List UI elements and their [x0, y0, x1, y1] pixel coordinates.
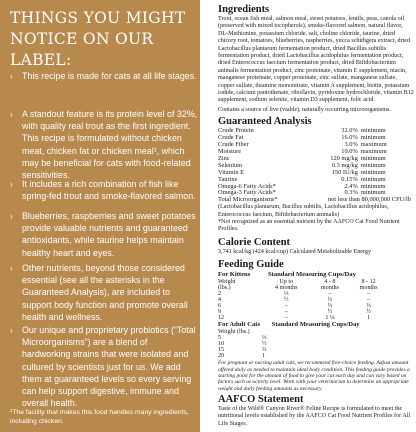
kitten-cups: – — [284, 309, 288, 316]
feeding-note: For pregnant or nursing adult cats, we recommend free-choice feeding. Adjust amount offered daily as needed to maintain ideal body condition. This feeding guide provides a starting point for the amount of food to give your cat each day and can vary based on factors such as activity level. Work with your veterinarian to determine an appropriate weight and daily feeding amounts as necessary. — [218, 360, 410, 392]
kitten-col-2-top: 4 - 8 — [324, 278, 336, 285]
analysis-unit: minimum — [360, 127, 386, 135]
analysis-nutrient: Crude Protein — [218, 127, 254, 135]
guaranteed-analysis-title: Guaranteed Analysis — [218, 116, 312, 128]
bullet-text: Other nutrients, beyond those considered essential (see all the asterisks in the Guaranteed Analysis), are included to support body function and promote overall health and wellness. — [22, 263, 188, 322]
adult-weight-label: Weight (lbs.) — [218, 328, 250, 335]
kitten-weight: 6 — [218, 303, 222, 310]
bullet-probiotics — [10, 324, 198, 409]
analysis-value: 16.0% — [341, 134, 358, 142]
kitten-weight: 9 — [218, 309, 222, 316]
kitten-col-1-top: Up to — [279, 278, 294, 285]
kitten-weight: 12 — [218, 315, 225, 322]
kitten-col-3-bottom: months — [359, 284, 378, 291]
nutrition-label — [218, 4, 414, 432]
ingredients-text: Trout, ocean fish meal, salmon meal, sweet potatoes, lentils, peas, canola oil (preserved with mixed tocopherols), smoke-flavored salmon, natural flavor, DL-Methionine, potassium chloride, salt, choline chloride, taurine, dried chicory root, tomatoes, blueberries, raspberries, yucca schidigera extract, dried Lactobacillus plantarum fermentation product, dried Bacillus subtilis fermentation product, dried Lactobacillus acidophilus fermentation product, dried Enterococcus faecium fermentation product, dried Bifidobacterium animalis fermentation product, zinc proteinate, vitamin E supplement, niacin, manganese proteinate, copper proteinate, zinc sulfate, manganese sulfate, copper sulfate, thiamine mononitrate, vitamin A supplement, biotin, potassium iodide, calcium pantothenate, riboflavin, pyridoxine hydrochloride, vitamin B12 supplement, sodium selenite, vitamin D3 supplement, folic acid. — [218, 16, 414, 104]
kitten-cups: ½ — [327, 309, 333, 316]
analysis-nutrient: Moisture — [218, 148, 242, 155]
kitten-feeding-table — [218, 279, 388, 322]
kittens-standard-label: Standard Measuring Cups/Day — [267, 271, 356, 279]
kitten-cups: 1 — [367, 315, 371, 322]
adults-standard-label: Standard Measuring Cups/Day — [271, 321, 360, 329]
analysis-value: 0.15% — [341, 175, 358, 183]
analysis-unit: minimum — [360, 168, 386, 176]
analysis-value: 0.3 mg/kg — [331, 161, 358, 169]
bullet-text: It includes a rich combination of fish like spring-fed trout and smoke-flavored salmon. — [22, 179, 196, 202]
kitten-cups: ½ — [283, 297, 289, 304]
bullet-text: A standout feature is its protein level of 32%, with quality real trout as the first ingredient. This recipe is formulated without chicken meat, chicken fat or chicken meal¹, which may be beneficial for cats with food-related sensitivities. — [22, 109, 198, 181]
adults-header — [218, 321, 414, 329]
bullet-life-stages — [10, 70, 198, 82]
adult-cups: 1 — [262, 353, 266, 360]
analysis-unit: minimum — [360, 189, 386, 197]
analysis-unit: minimum — [360, 134, 386, 142]
kitten-cups: ⅓ — [366, 303, 371, 310]
ingredients-title: Ingredients — [218, 4, 270, 15]
chevron-right-icon: › — [10, 72, 13, 81]
kitten-col-1-bottom: 4 months — [275, 284, 298, 291]
analysis-unit: minimum — [360, 175, 386, 183]
kitten-cups: – — [284, 303, 288, 310]
kitten-cups: – — [367, 297, 371, 304]
adult-weight: 20 — [218, 353, 225, 360]
chevron-right-icon: › — [10, 264, 13, 273]
kitten-col-3-top: 8 - 12 — [361, 278, 376, 285]
panel-heading — [10, 8, 200, 71]
analysis-value: 2.4% — [344, 182, 358, 190]
bullet-other-nutrients — [10, 262, 198, 323]
asterisk-note: *Not recognized as an essential nutrient by the AAFCO Cat Food Nutrient Profiles. — [218, 219, 400, 233]
analysis-unit: minimum — [360, 182, 386, 190]
bullet-protein — [10, 108, 198, 181]
guaranteed-analysis-table — [218, 128, 414, 204]
kittens-label: For Kittens — [218, 271, 251, 279]
analysis-nutrient: Zinc — [218, 154, 230, 162]
weight-label: Weight — [218, 278, 236, 285]
adult-weight: 10 — [218, 341, 225, 348]
kitten-cups: ⅓ — [283, 290, 289, 297]
analysis-value: 3.0% — [344, 141, 358, 149]
feeding-guide-title: Feeding Guide — [218, 259, 284, 271]
bullet-fish-combination — [10, 178, 198, 202]
kitten-cups: ⅓ — [327, 297, 333, 304]
kitten-cups: – — [284, 315, 288, 322]
chicken-footnote: ¹The facility that makes this food handles many ingredients, including chicken. — [10, 409, 189, 425]
analysis-nutrient: Taurine — [218, 175, 238, 183]
analysis-nutrient: Omega-3 Fatty Acids* — [218, 189, 276, 197]
strains-note: (Lactobacillus plantarum, Bacillus subtilis, Lactobacillus acidophilus, Enterococcus faecium, Bifidobacterium animalis) — [218, 204, 389, 218]
analysis-nutrient: Selenium — [218, 161, 243, 169]
kitten-cups: 1 ⅛ — [325, 315, 335, 322]
chevron-right-icon: › — [10, 180, 13, 189]
kitten-cups: – — [328, 290, 332, 297]
weight-unit: (lbs.) — [218, 284, 231, 291]
analysis-value: 0.3% — [344, 189, 358, 197]
bullet-text: Our unique and proprietary probiotics (“Total Microorganisms”) are a blend of hardworking strains that were isolated and cultured by scientists just for us. We add them at guaranteed levels so every serving can help support digestive, immune and overall health. — [22, 325, 196, 409]
bullet-text: Blueberries, raspberries and sweet potatoes provide valuable nutrients and guaranteed antioxidants, while taurine helps maintain healthy heart and eyes. — [22, 211, 196, 258]
analysis-unit: minimum — [360, 161, 386, 169]
analysis-value: not less than 80,000,000 CFU/lb — [327, 196, 411, 204]
analysis-nutrient: Omega-6 Fatty Acids* — [218, 182, 276, 190]
panel-heading-line-1: THINGS YOU MIGHT — [10, 9, 186, 27]
kitten-cups: – — [367, 290, 371, 297]
kitten-weight: 2 — [218, 290, 222, 297]
adult-row — [218, 353, 388, 359]
chevron-right-icon: › — [10, 212, 13, 221]
analysis-value: 10.0% — [341, 148, 358, 155]
kitten-col-2-bottom: months — [320, 284, 339, 291]
analysis-nutrient: Vitamin E — [218, 168, 245, 176]
adult-cups: ⅔ — [262, 347, 267, 354]
aafco-title: AAFCO Statement — [218, 393, 304, 405]
chevron-right-icon: › — [10, 326, 13, 335]
calorie-content-text: 3,741 kcal/kg (424 kcal/cup) Calculated Metabolizable Energy — [218, 248, 372, 255]
calorie-content-title: Calorie Content — [218, 236, 291, 248]
adult-cups: ⅓ — [262, 335, 267, 342]
analysis-unit: maximum — [360, 148, 387, 155]
analysis-value: 120 mg/kg — [330, 154, 358, 162]
adults-label: For Adult Cats — [218, 321, 261, 329]
analysis-nutrient: Crude Fiber — [218, 141, 249, 149]
bullet-text: This recipe is made for cats at all life stages. — [22, 71, 197, 81]
analysis-unit: minimum — [360, 154, 386, 162]
analysis-nutrient: Crude Fat — [218, 134, 244, 142]
microorganisms-note: Contains a source of live (viable), naturally occurring microorganisms. — [218, 106, 391, 113]
adult-feeding-table — [218, 329, 388, 359]
label-highlights-panel — [0, 0, 200, 432]
panel-divider — [200, 0, 206, 432]
adult-cups: ½ — [262, 341, 267, 348]
analysis-unit: maximum — [360, 141, 387, 149]
analysis-value: 32.0% — [341, 127, 358, 135]
kitten-cups: ½ — [366, 309, 371, 316]
kittens-header — [218, 271, 414, 279]
analysis-nutrient: Total Microorganisms* — [218, 196, 278, 204]
adult-weight: 5 — [218, 335, 222, 342]
analysis-value: 150 IU/kg — [331, 168, 358, 176]
chevron-right-icon: › — [10, 110, 13, 119]
adult-weight: 15 — [218, 347, 225, 354]
aafco-text: Taste of the Wild® Canyon River® Feline Recipe is formulated to meet the nutritional levels established by the AAFCO Cat Food Nutrient Profiles for All Life Stages. — [218, 405, 411, 427]
panel-heading-line-2: NOTICE ON OUR LABEL: — [10, 30, 154, 69]
bullet-antioxidants — [10, 210, 198, 259]
kitten-cups: ⅓ — [327, 303, 333, 310]
kitten-weight: 4 — [218, 297, 222, 304]
